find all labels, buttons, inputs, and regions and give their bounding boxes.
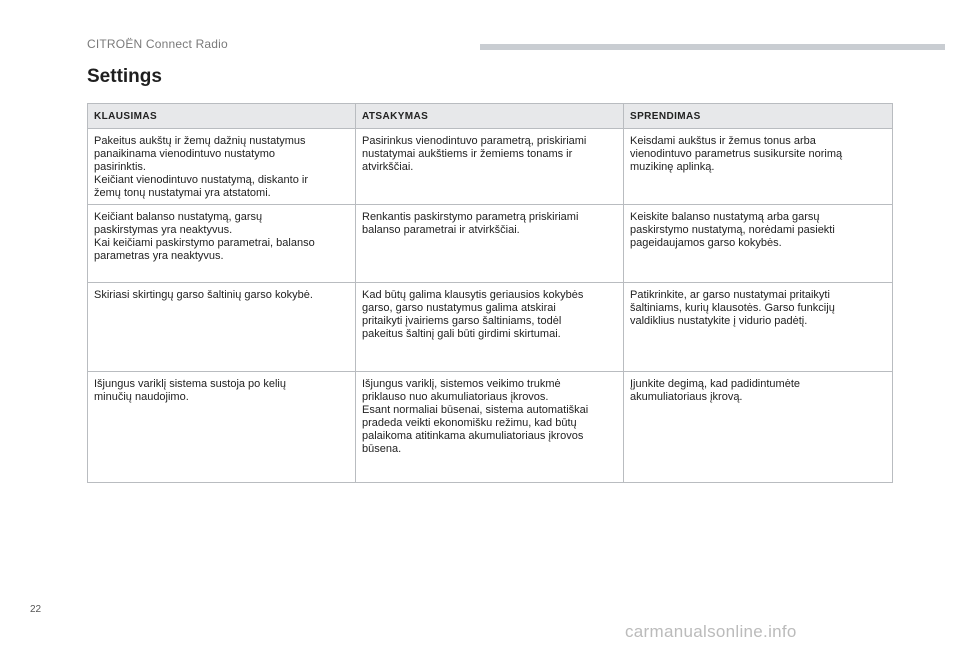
answer-cell: Išjungus variklį, sistemos veikimo trukmė priklauso nuo akumuliatoriaus įkrovos. Esant normaliai būsenai, sistema automatiškai pradeda veikti ekonomišku režimu, kad būtų palaikoma atitinkama akumuliatoriaus įkrovos būsena. bbox=[356, 372, 624, 483]
page-heading: Settings bbox=[87, 66, 162, 87]
answer-cell: Pasirinkus vienodintuvo parametrą, priskiriami nustatymai aukštiems ir žemiems tonams ir atvirkščiai. bbox=[356, 129, 624, 205]
answer-cell: Renkantis paskirstymo parametrą priskiriami balanso parametrai ir atvirkščiai. bbox=[356, 205, 624, 283]
table-row bbox=[88, 129, 893, 205]
solution-cell: Keisdami aukštus ir žemus tonus arba vienodintuvo parametrus susikursite norimą muzikinę aplinką. bbox=[624, 129, 893, 205]
table-header-row bbox=[88, 104, 893, 129]
question-cell: Skiriasi skirtingų garso šaltinių garso kokybė. bbox=[88, 283, 356, 372]
page-number: 22 bbox=[30, 604, 42, 615]
question-cell: Išjungus variklį sistema sustoja po kelių minučių naudojimo. bbox=[88, 372, 356, 483]
solution-cell: Keiskite balanso nustatymą arba garsų paskirstymo nustatymą, norėdami pasiekti pageidaujamos garso kokybės. bbox=[624, 205, 893, 283]
header-title: CITROËN Connect Radio bbox=[87, 37, 228, 51]
solution-cell: Patikrinkite, ar garso nustatymai pritaikyti šaltiniams, kurių klausotės. Garso funkcijų valdiklius nustatykite į vidurio padėtį. bbox=[624, 283, 893, 372]
column-header-solution: SPRENDIMAS bbox=[624, 104, 893, 129]
faq-table bbox=[87, 103, 893, 483]
table-row bbox=[88, 205, 893, 283]
column-header-question: KLAUSIMAS bbox=[88, 104, 356, 129]
question-cell: Keičiant balanso nustatymą, garsų paskirstymas yra neaktyvus. Kai keičiami paskirstymo parametrai, balanso parametras yra neaktyvus. bbox=[88, 205, 356, 283]
question-cell: Pakeitus aukštų ir žemų dažnių nustatymus panaikinama vienodintuvo nustatymo pasirinktis. Keičiant vienodintuvo nustatymą, diskanto ir žemų tonų nustatymai yra atstatomi. bbox=[88, 129, 356, 205]
column-header-answer: ATSAKYMAS bbox=[356, 104, 624, 129]
table-row bbox=[88, 372, 893, 483]
solution-cell: Įjunkite degimą, kad padidintumėte akumuliatoriaus įkrovą. bbox=[624, 372, 893, 483]
answer-cell: Kad būtų galima klausytis geriausios kokybės garso, garso nustatymus galima atskirai pritaikyti įvairiems garso šaltiniams, todėl pakeitus šaltinį gali būti girdimi skirtumai. bbox=[356, 283, 624, 372]
watermark: carmanualsonline.info bbox=[625, 622, 797, 641]
table-row bbox=[88, 283, 893, 372]
header-bar bbox=[480, 44, 945, 50]
